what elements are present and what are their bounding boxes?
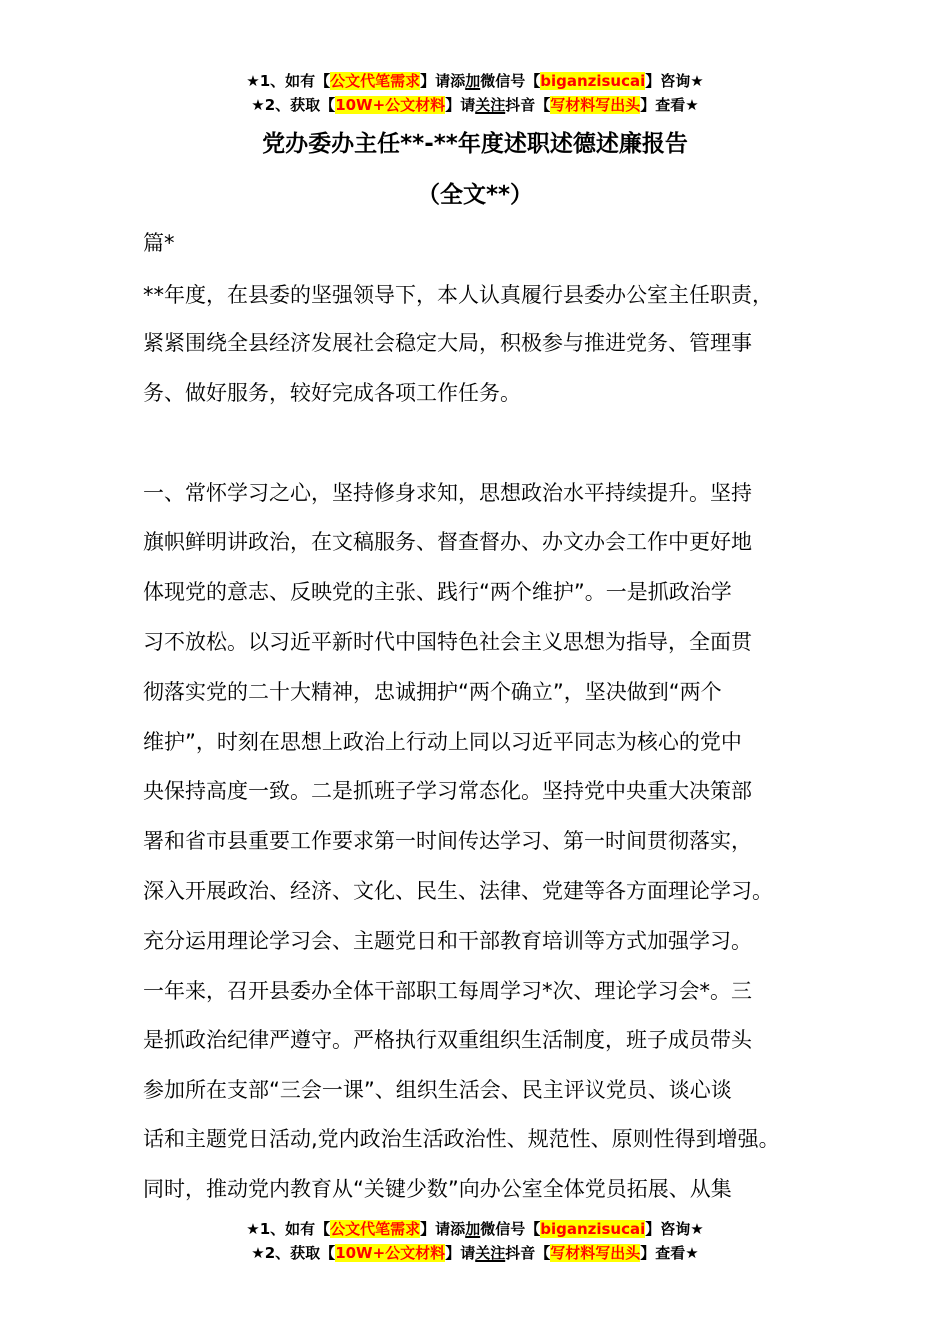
- ad-underlined: 关注: [475, 96, 506, 114]
- ad-underlined: 加: [465, 1220, 481, 1238]
- footer-ad-line-2: [0, 1243, 950, 1263]
- document-title: 党办委办主任**-**年度述职述德述廉报告: [262, 131, 688, 157]
- ad-underlined: 加: [465, 72, 481, 90]
- header-ad-line-1: [0, 71, 950, 91]
- body-line: 话和主题党日活动,党内政治生活政治性、规范性、原则性得到增强。: [143, 1127, 780, 1151]
- ad-text: 微信号【: [480, 72, 541, 90]
- body-line: 是抓政治纪律严遵守。严格执行双重组织生活制度，班子成员带头: [143, 1028, 752, 1052]
- body-line: 紧紧围绕全县经济发展社会稳定大局，积极参与推进党务、管理事: [143, 331, 752, 355]
- body-line: 彻落实党的二十大精神，忠诚拥护“两个确立”，坚决做到“两个: [143, 680, 722, 704]
- footer-ad-line-1: [0, 1219, 950, 1239]
- body-line: 维护”，时刻在思想上政治上行动上同以习近平同志为核心的党中: [143, 730, 742, 754]
- ad-wechat-id: biganzisucai: [540, 72, 646, 90]
- ad-text: 】查看★: [640, 1244, 699, 1262]
- ad-text: 】请添: [420, 1220, 466, 1238]
- ad-text: 微信号【: [480, 1220, 541, 1238]
- ad-text: 】查看★: [640, 96, 699, 114]
- body-line: 一年来，召开县委办全体干部职工每周学习*次、理论学习会*。三: [143, 979, 752, 1003]
- body-line: 参加所在支部“三会一课”、组织生活会、民主评议党员、谈心谈: [143, 1078, 732, 1102]
- body-line: 体现党的意志、反映党的主张、践行“两个维护”。一是抓政治学: [143, 580, 732, 604]
- body-line: 一、常怀学习之心，坚持修身求知，思想政治水平持续提升。坚持: [143, 481, 752, 505]
- body-line: 同时，推动党内教育从“关键少数”向办公室全体党员拓展、从集: [143, 1177, 732, 1201]
- ad-text: 】请添: [420, 72, 466, 90]
- ad-text: 】咨询★: [645, 72, 704, 90]
- body-line: 充分运用理论学习会、主题党日和干部教育培训等方式加强学习。: [143, 929, 752, 953]
- ad-text: 】请: [445, 96, 476, 114]
- ad-text: 抖音【: [505, 1244, 551, 1262]
- ad-text: ★2、获取【: [251, 96, 336, 114]
- ad-text: ★1、如有【: [246, 1220, 331, 1238]
- ad-text: 】咨询★: [645, 1220, 704, 1238]
- ad-wechat-id: biganzisucai: [540, 1220, 646, 1238]
- body-line: 深入开展政治、经济、文化、民生、法律、党建等各方面理论学习。: [143, 879, 773, 903]
- body-line: 篇*: [143, 231, 175, 255]
- document-subtitle: （全文**）: [416, 182, 534, 208]
- body-line: **年度，在县委的坚强领导下，本人认真履行县委办公室主任职责，: [143, 283, 773, 307]
- ad-highlight: 10W+公文材料: [335, 1244, 446, 1262]
- body-line: 务、做好服务，较好完成各项工作任务。: [143, 381, 521, 405]
- body-line: 央保持高度一致。二是抓班子学习常态化。坚持党中央重大决策部: [143, 779, 752, 803]
- ad-text: 】请: [445, 1244, 476, 1262]
- ad-text: ★1、如有【: [246, 72, 331, 90]
- ad-highlight: 公文代笔需求: [330, 72, 421, 90]
- ad-text: ★2、获取【: [251, 1244, 336, 1262]
- ad-text: 抖音【: [505, 96, 551, 114]
- ad-highlight: 公文代笔需求: [330, 1220, 421, 1238]
- ad-highlight: 10W+公文材料: [335, 96, 446, 114]
- ad-highlight: 写材料写出头: [550, 96, 641, 114]
- body-line: 习不放松。以习近平新时代中国特色社会主义思想为指导，全面贯: [143, 630, 752, 654]
- body-line: 署和省市县重要工作要求第一时间传达学习、第一时间贯彻落实，: [143, 829, 752, 853]
- header-ad-line-2: [0, 95, 950, 115]
- body-line: 旗帜鲜明讲政治，在文稿服务、督查督办、办文办会工作中更好地: [143, 530, 752, 554]
- ad-underlined: 关注: [475, 1244, 506, 1262]
- ad-highlight: 写材料写出头: [550, 1244, 641, 1262]
